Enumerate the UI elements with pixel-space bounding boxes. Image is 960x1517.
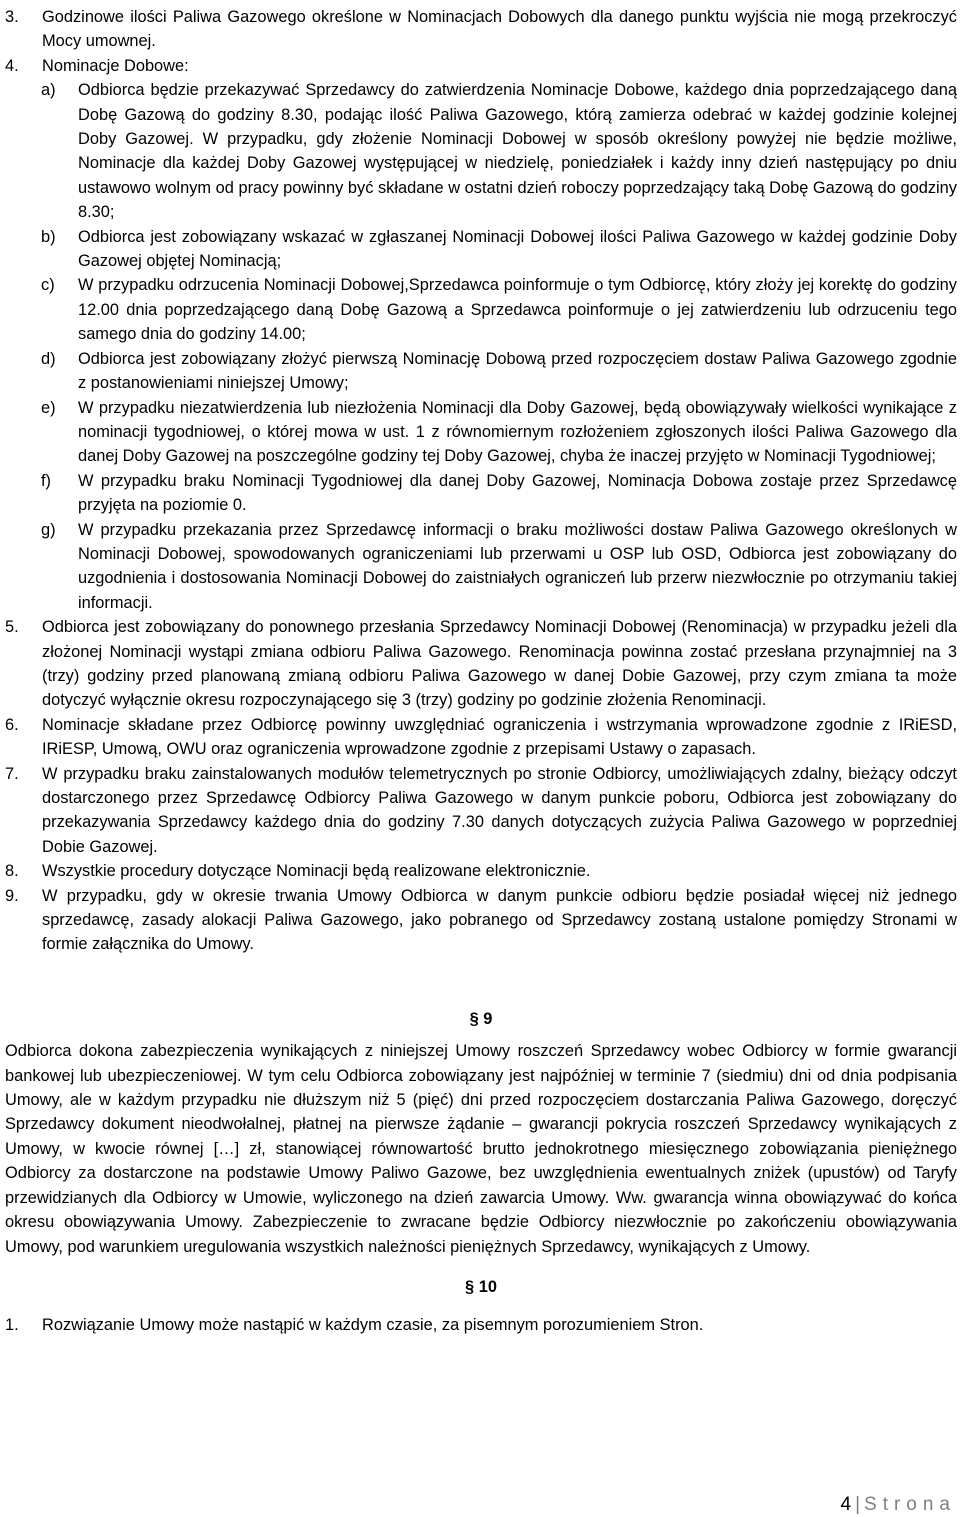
sub-list-item-letter: c): [41, 276, 55, 295]
list-item: [5, 5, 957, 54]
list-item: [5, 1313, 957, 1337]
list-item-number: 9.: [5, 886, 19, 905]
sub-list-item-text: W przypadku braku Nominacji Tygodniowej dla danej Doby Gazowej, Nominacja Dobowa zostaje przez Sprzedawcę przyjęta na poziomie 0.: [78, 471, 957, 515]
list-item-text: Odbiorca jest zobowiązany do ponownego przesłania Sprzedawcy Nominacji Dobowej (Renominacja) w przypadku jeżeli dla złożonej Nominacji wystąpi zmiana odbioru Paliwa Gazowego. Renominacja powinna zostać przesłana przynajmniej na 3 (trzy) godziny przed planowaną zmianą odbioru Paliwa Gazowego w danej Dobie Gazowej, przy czym zmiana ta może dotyczyć wyłącznie okresu rozpoczynającego się 3 (trzy) godziny po godzinie złożenia Renominacji.: [42, 618, 957, 710]
sub-list-item: [41, 273, 957, 346]
page-label: Strona: [864, 1494, 956, 1515]
list-item-text: Godzinowe ilości Paliwa Gazowego określone w Nominacjach Dobowych dla danego punktu wyjścia nie mogą przekroczyć Mocy umownej.: [42, 8, 957, 51]
list-item-number: 8.: [5, 862, 19, 881]
list-item-number: 6.: [5, 715, 19, 734]
list-item-number: 4.: [5, 56, 19, 75]
list-item-number: 7.: [5, 764, 19, 783]
list-item: [5, 54, 957, 78]
list-item-text: Nominacje składane przez Odbiorcę powinny uwzględniać ograniczenia i wstrzymania wprowadzone zgodnie z IRiESD, IRiESP, Umową, OWU oraz ograniczenia wprowadzone zgodnie z przepisami Ustawy o zapasach.: [42, 715, 957, 759]
sub-list-item: [41, 78, 957, 224]
list-item-number: 5.: [5, 618, 19, 637]
sub-list-item: [41, 396, 957, 469]
sub-list-item-text: W przypadku odrzucenia Nominacji Dobowej,Sprzedawca poinformuje o tym Odbiorcę, który złoży jej korektę do godziny 12.00 dnia poprzedzającego daną Dobę Gazową a Sprzedawca poinformuje o jej zatwierdzeniu lub odrzuceniu tego samego dnia do godziny 14.00;: [78, 276, 957, 344]
section-9-paragraph: Odbiorca dokona zabezpieczenia wynikających z niniejszej Umowy roszczeń Sprzedawcy wobec Odbiorcy w formie gwarancji bankowej lub ubezpieczeniowej. W tym celu Odbiorca zobowiązany jest najpóźniej w terminie 7 (siedmiu) dni od dnia podpisania Umowy, ale w każdym przypadku nie dłuższym niż 5 (pięć) dni przed rozpoczęciem dostarczania Paliwa Gazowego, doręczyć Sprzedawcy dokument nieodwołalnej, płatnej na pierwsze żądanie – gwarancji pokrycia roszczeń Sprzedawcy wynikających z Umowy, w kwocie równej […] zł, stanowiącej równowartość brutto jednokrotnego miesięcznego zobowiązania pieniężnego Odbiorcy za dostarczone na podstawie Umowy Paliwo Gazowe, bez uwzględnienia ewentualnych zniżek (upustów) od Taryfy przewidzianych dla Odbiorcy w Umowie, wyliczonego na dzień zawarcia Umowy. Ww. gwarancja winna obowiązywać do końca okresu obowiązywania Umowy. Zabezpieczenie to zwracane będzie Odbiorcy niezwłocznie po zakończeniu obowiązywania Umowy, pod warunkiem uregulowania wszystkich należności pieniężnych Sprzedawcy, wynikających z Umowy.: [5, 1042, 957, 1256]
page-footer: [841, 1494, 957, 1516]
sub-list-item: [41, 225, 957, 274]
list-item: [5, 859, 957, 883]
list-item-text: Wszystkie procedury dotyczące Nominacji będą realizowane elektronicznie.: [42, 862, 591, 881]
list-item: [5, 615, 957, 713]
list-item-number: 1.: [5, 1316, 19, 1335]
sub-list-item: [41, 347, 957, 396]
page-number: 4: [840, 1494, 852, 1515]
section-heading-10: § 10: [465, 1277, 497, 1296]
list-item-text: Rozwiązanie Umowy może nastąpić w każdym czasie, za pisemnym porozumieniem Stron.: [42, 1316, 704, 1335]
list-item: [5, 713, 957, 762]
sub-list-item-text: Odbiorca będzie przekazywać Sprzedawcy do zatwierdzenia Nominacje Dobowe, każdego dnia poprzedzającego daną Dobę Gazową do godziny 8.30, podając ilość Paliwa Gazowego, którą zamierza odebrać w każdej godzinie kolejnej Doby Gazowej. W przypadku, gdy złożenie Nominacji Dobowej w sposób określony powyżej nie będzie możliwe, Nominacje dla każdej Doby Gazowej występującej w niedzielę, poniedziałek i każdy inny dzień następujący po dniu ustawowo wolnym od pracy powinny być składane w ostatni dzień roboczy poprzedzający taką Dobę Gazową do godziny 8.30;: [78, 81, 957, 222]
sub-list-item-text: W przypadku niezatwierdzenia lub niezłożenia Nominacji dla Doby Gazowej, będą obowiązywały wielkości wynikające z nominacji tygodniowej, o której mowa w ust. 1 z równomiernym rozłożeniem zgłoszonych ilości Paliwa Gazowego dla danej Doby Gazowej na poszczególne godziny tej Doby Gazowej, chyba że inaczej przyjęto w Nominacji Tygodniowej;: [78, 398, 957, 466]
sub-list-item-letter: d): [41, 349, 56, 368]
sub-list-item-text: Odbiorca jest zobowiązany wskazać w zgłaszanej Nominacji Dobowej ilości Paliwa Gazowego w każdej godzinie Doby Gazowej objętej Nominacją;: [78, 227, 957, 271]
footer-separator: |: [855, 1494, 861, 1515]
sub-list-item: [41, 518, 957, 616]
sub-list-item-text: W przypadku przekazania przez Sprzedawcę informacji o braku możliwości dostaw Paliwa Gazowego określonych w Nominacji Dobowej, spowodowanych ograniczeniami lub przerwami u OSP lub OSD, Odbiorca jest zobowiązany do uzgodnienia i dostosowania Nominacji Dobowej do zaistniałych ograniczeń lub przerw niezwłocznie po otrzymaniu takiej informacji.: [78, 520, 957, 612]
sub-list-item-letter: a): [41, 81, 56, 100]
list-item-text: W przypadku, gdy w okresie trwania Umowy Odbiorca w danym punkcie odbioru będzie posiadał więcej niż jednego sprzedawcę, zasady alokacji Paliwa Gazowego, jako pobranego od Sprzedawcy zostaną ustalone pomiędzy Stronami w formie załącznika do Umowy.: [42, 886, 957, 954]
sub-list-item-letter: b): [41, 227, 56, 246]
list-item: [5, 762, 957, 860]
list-item-text: W przypadku braku zainstalowanych modułów telemetrycznych po stronie Odbiorcy, umożliwiających zdalny, bieżący odczyt dostarczonego przez Sprzedawcę Odbiorcy Paliwa Gazowego w danym punkcie poboru, Odbiorca jest zobowiązany do przekazywania Sprzedawcy każdego dnia do godziny 7.30 danych dotyczących zużycia Paliwa Gazowego w poprzedniej Dobie Gazowej.: [42, 764, 957, 856]
sub-list-item-text: Odbiorca jest zobowiązany złożyć pierwszą Nominację Dobową przed rozpoczęciem dostaw Paliwa Gazowego zgodnie z postanowieniami niniejszej Umowy;: [78, 349, 957, 393]
sub-list-item-letter: e): [41, 398, 56, 417]
list-item: [5, 884, 957, 957]
sub-list-item-letter: g): [41, 520, 56, 539]
document-body: [5, 5, 957, 1338]
sub-list-item-letter: f): [41, 471, 52, 490]
list-item-text: Nominacje Dobowe:: [42, 56, 189, 75]
sub-list-item: [41, 469, 957, 518]
list-item-number: 3.: [5, 8, 19, 26]
section-heading-9: § 9: [469, 1009, 493, 1028]
